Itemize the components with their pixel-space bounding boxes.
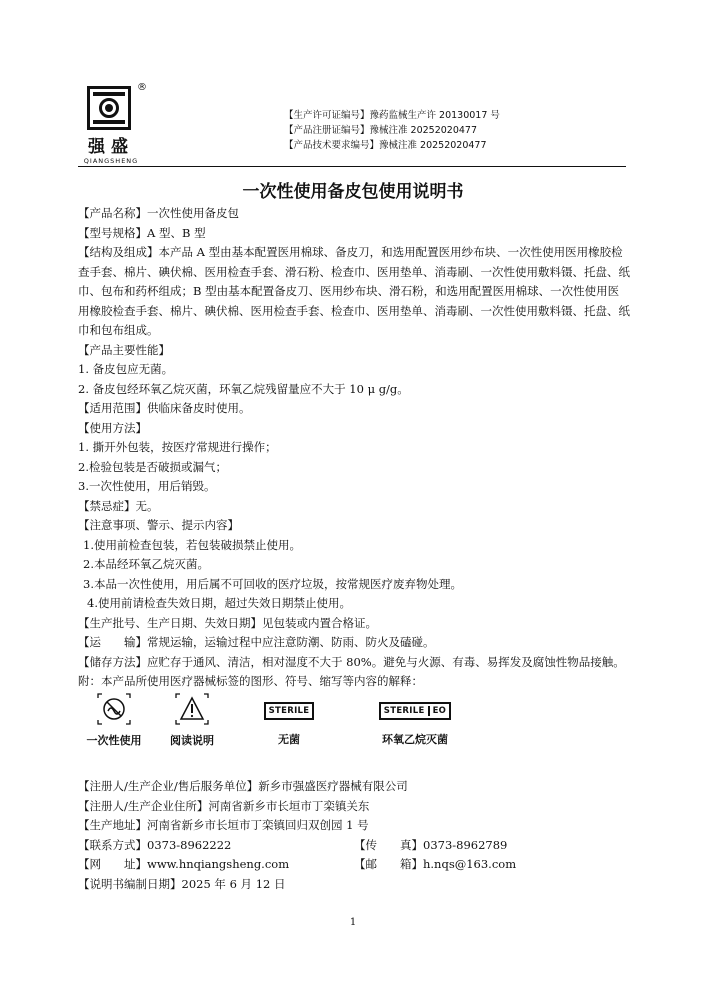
page-number: 1 [349,917,357,928]
license-info [284,108,500,153]
phone-line: 【联系方式】0373-8962222 [78,837,232,852]
web-row [78,855,630,875]
symbol-sterile-eo [372,692,458,747]
caution-icon [174,692,210,726]
symbol-do-not-reuse [78,692,150,748]
sterile-eo-icon: STERILE EO [379,702,451,720]
address-line: 【注册人/生产企业住所】河南省新乡市长垣市丁栾镇关东 [78,798,370,813]
sterile-icon: STERILE [264,702,315,720]
paragraph: 2. 备皮包经环氧乙烷灭菌，环氧乙烷残留量应不大于 10 μ g/g。 [78,381,409,396]
symbol-label: 阅读说明 [170,734,214,747]
registered-mark: ® [137,82,147,93]
paragraph: 【结构及组成】本产品 A 型由基本配置医用棉球、备皮刀，和选用配置医用纱布块、一次性使用医用橡胶检查手套、棉片、碘伏棉、医用检查手套、滑石粉、检查巾、医用垫单、消毒刷、一次性使用敷料镊、托盘、纸巾、包布和药杯组成；B 型由基本配置备皮刀、医用纱布块、滑石粉，和选用配置医用棉球、一次性使用医用橡胶检查手套、棉片、碘伏棉、医用检查手套、检查巾、医用垫单、消毒刷、一次性使用敷料镊、托盘、纸巾和包布组成。 [78,245,630,337]
registrant-line: 【注册人/生产企业/售后服务单位】新乡市强盛医疗器械有限公司 [78,779,408,793]
email-line: 【邮 箱】h.nqs@163.com [354,857,517,871]
symbol-sterile [258,692,320,747]
paragraph: 【产品主要性能】 [78,342,170,357]
paragraph: 1.使用前检查包装，若包装破损禁止使用。 [83,537,301,552]
symbol-read-instructions [162,692,222,748]
license-line: 【生产许可证编号】豫药监械生产许 20130017 号 [284,110,500,121]
company-logo [80,82,147,165]
paragraph: 【适用范围】供临床备皮时使用。 [78,401,251,415]
license-line: 【产品技术要求编号】豫械注准 20252020477 [284,140,487,151]
symbol-label: 无菌 [278,733,300,746]
paragraph: 【注意事项、警示、提示内容】 [78,518,239,532]
document-body [78,204,630,692]
do-not-reuse-icon [96,692,132,726]
paragraph: 3.一次性使用，用后销毁。 [78,479,216,493]
symbol-legend [78,692,630,760]
paragraph: 【储存方法】应贮存于通风、清洁，相对湿度不大于 80%。避免与火源、有毒、易挥发及腐蚀性物品接触。 [78,654,625,669]
paragraph: 【禁忌症】无。 [78,498,159,513]
contact-row [78,836,630,856]
paragraph: 1. 撕开外包装，按医疗常规进行操作； [78,440,277,454]
license-line: 【产品注册证编号】豫械注准 20252020477 [284,125,478,136]
compile-date-line: 【说明书编制日期】2025 年 6 月 12 日 [78,876,286,891]
fax-line: 【传 真】0373-8962789 [354,837,508,852]
paragraph: 【使用方法】 [78,420,147,435]
header-divider [78,166,626,167]
paragraph: 3.本品一次性使用，用后属不可回收的医疗垃圾，按常规医疗废弃物处理。 [83,576,462,591]
company-info [78,777,630,894]
paragraph: 附：本产品所使用医疗器械标签的图形、符号、缩写等内容的解释： [78,674,423,688]
logo-mark [87,86,131,130]
logo-chinese-name: 强盛 [88,137,134,157]
paragraph: 4.使用前请检查失效日期，超过失效日期禁止使用。 [87,596,351,610]
paragraph: 【型号规格】A 型、B 型 [78,225,206,240]
paragraph: 【运 输】常规运输，运输过程中应注意防潮、防雨、防火及磕碰。 [78,635,435,649]
paragraph: 【产品名称】一次性使用备皮包 [78,206,239,220]
symbol-label: 环氧乙烷灭菌 [382,733,448,746]
paragraph: 2.检验包装是否破损或漏气； [78,459,227,474]
paragraph: 【生产批号、生产日期、失效日期】见包装或内置合格证。 [78,615,377,630]
production-site-line: 【生产地址】河南省新乡市长垣市丁栾镇回归双创园 1 号 [78,818,369,832]
document-title: 一次性使用备皮包使用说明书 [242,182,464,202]
logo-english-name: QIANGSHENG [83,157,139,165]
symbol-label: 一次性使用 [86,734,142,747]
paragraph: 2.本品经环氧乙烷灭菌。 [83,557,209,571]
paragraph: 1. 备皮包应无菌。 [78,362,174,376]
website-line: 【网 址】www.hnqiangsheng.com [78,857,290,871]
